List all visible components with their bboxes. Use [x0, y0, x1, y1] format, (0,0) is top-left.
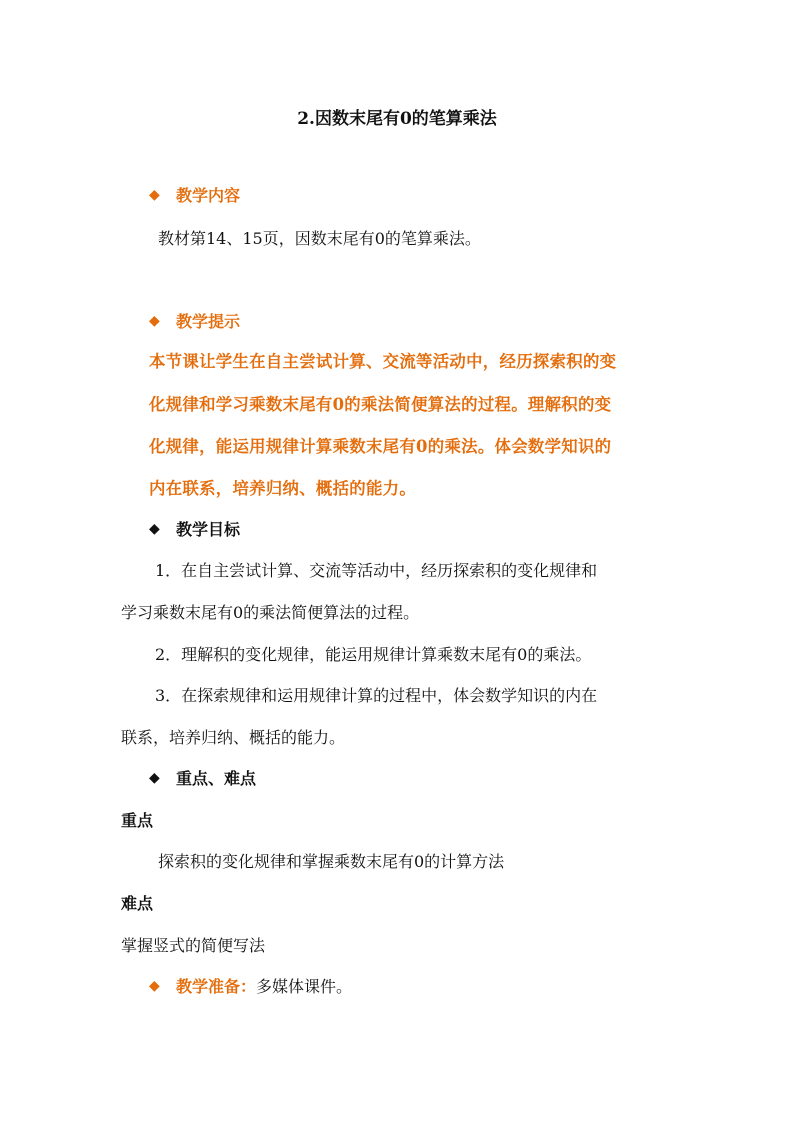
- page-title: 2.因数末尾有0的笔算乘法: [297, 109, 497, 129]
- prep-text: 多媒体课件。: [256, 977, 353, 996]
- goal-line-3: 2．理解积的变化规律，能运用规律计算乘数末尾有0的乘法。: [155, 645, 592, 664]
- difficult-point-label: 难点: [121, 894, 154, 913]
- section-heading-goals: [149, 517, 240, 540]
- content-text: 教材第14、15页，因数末尾有0的笔算乘法。: [158, 229, 481, 248]
- goal-line-4: 3．在探索规律和运用规律计算的过程中，体会数学知识的内在: [155, 686, 598, 705]
- diamond-bullet-icon: ◆: [149, 769, 160, 786]
- key-point-text: 探索积的变化规律和掌握乘数末尾有0的计算方法: [158, 852, 505, 871]
- key-point-label: 重点: [121, 811, 154, 830]
- diamond-bullet-icon: ◆: [149, 186, 160, 203]
- diamond-bullet-icon: ◆: [149, 977, 160, 994]
- hint-line-3: 化规律，能运用规律计算乘数末尾有0的乘法。体会数学知识的: [149, 437, 612, 456]
- section-heading-label: 重点、难点: [176, 769, 257, 788]
- goal-line-5: 联系，培养归纳、概括的能力。: [121, 728, 346, 747]
- diamond-bullet-icon: ◆: [149, 312, 160, 329]
- difficult-point-text: 掌握竖式的简便写法: [121, 936, 266, 955]
- goal-line-1: 1．在自主尝试计算、交流等活动中，经历探索积的变化规律和: [155, 561, 598, 580]
- section-heading-label: 教学准备：: [176, 977, 257, 996]
- section-heading-prep: [149, 974, 352, 997]
- hint-line-2: 化规律和学习乘数末尾有0的乘法简便算法的过程。理解积的变: [149, 395, 612, 414]
- section-heading-hint: [149, 309, 240, 332]
- section-heading-key: [149, 766, 256, 789]
- section-heading-content: [149, 183, 240, 206]
- section-heading-label: 教学内容: [176, 186, 241, 205]
- hint-line-4: 内在联系，培养归纳、概括的能力。: [149, 479, 417, 498]
- section-heading-label: 教学目标: [176, 520, 241, 539]
- diamond-bullet-icon: ◆: [149, 520, 160, 537]
- hint-line-1: 本节课让学生在自主尝试计算、交流等活动中，经历探索积的变: [149, 352, 617, 371]
- goal-line-2: 学习乘数末尾有0的乘法简便算法的过程。: [121, 603, 420, 622]
- section-heading-label: 教学提示: [176, 312, 241, 331]
